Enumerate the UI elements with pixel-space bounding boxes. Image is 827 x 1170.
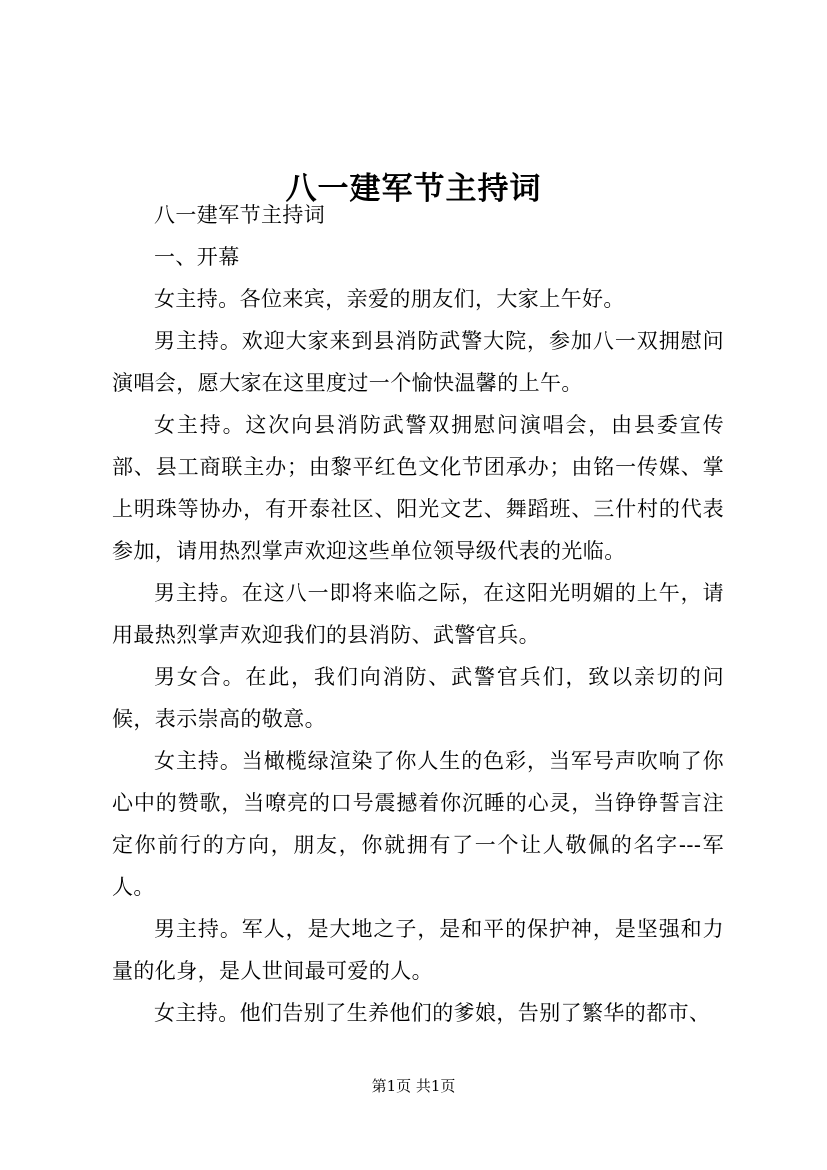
paragraph: 男主持。在这八一即将来临之际，在这阳光明媚的上午，请用最热烈掌声欢迎我们的县消防、武警官兵。 (112, 581, 724, 647)
paragraph: 女主持。当橄榄绿渲染了你人生的色彩，当军号声吹响了你心中的赞歌，当嘹亮的口号震撼着你沉睡的心灵，当铮铮誓言注定你前行的方向，朋友，你就拥有了一个让人敬佩的名字---军人。 (112, 749, 724, 899)
paragraph: 女主持。他们告别了生养他们的爹娘，告别了繁华的都市、 (154, 1001, 711, 1025)
paragraph: 男女合。在此，我们向消防、武警官兵们，致以亲切的问候，表示崇高的敬意。 (112, 665, 724, 731)
paragraph: 女主持。这次向县消防武警双拥慰问演唱会，由县委宣传部、县工商联主办；由黎平红色文化节团承办；由铭一传媒、掌上明珠等协办，有开泰社区、阳光文艺、舞蹈班、三什村的代表参加，请用热烈掌声欢迎这些单位领导级代表的光临。 (112, 413, 724, 563)
page-number-footer: 第1页 共1页 (371, 1077, 456, 1095)
paragraph: 男主持。欢迎大家来到县消防武警大院，参加八一双拥慰问演唱会，愿大家在这里度过一个愉快温馨的上午。 (112, 329, 724, 395)
document-body (112, 194, 724, 1034)
paragraph-section-heading: 一、开幕 (154, 245, 240, 269)
document-title: 八一建军节主持词 (285, 170, 542, 207)
paragraph: 女主持。各位来宾，亲爱的朋友们，大家上午好。 (154, 287, 625, 311)
paragraph-subtitle: 八一建军节主持词 (154, 203, 326, 227)
paragraph: 男主持。军人，是大地之子，是和平的保护神，是坚强和力量的化身，是人世间最可爱的人。 (112, 917, 724, 983)
